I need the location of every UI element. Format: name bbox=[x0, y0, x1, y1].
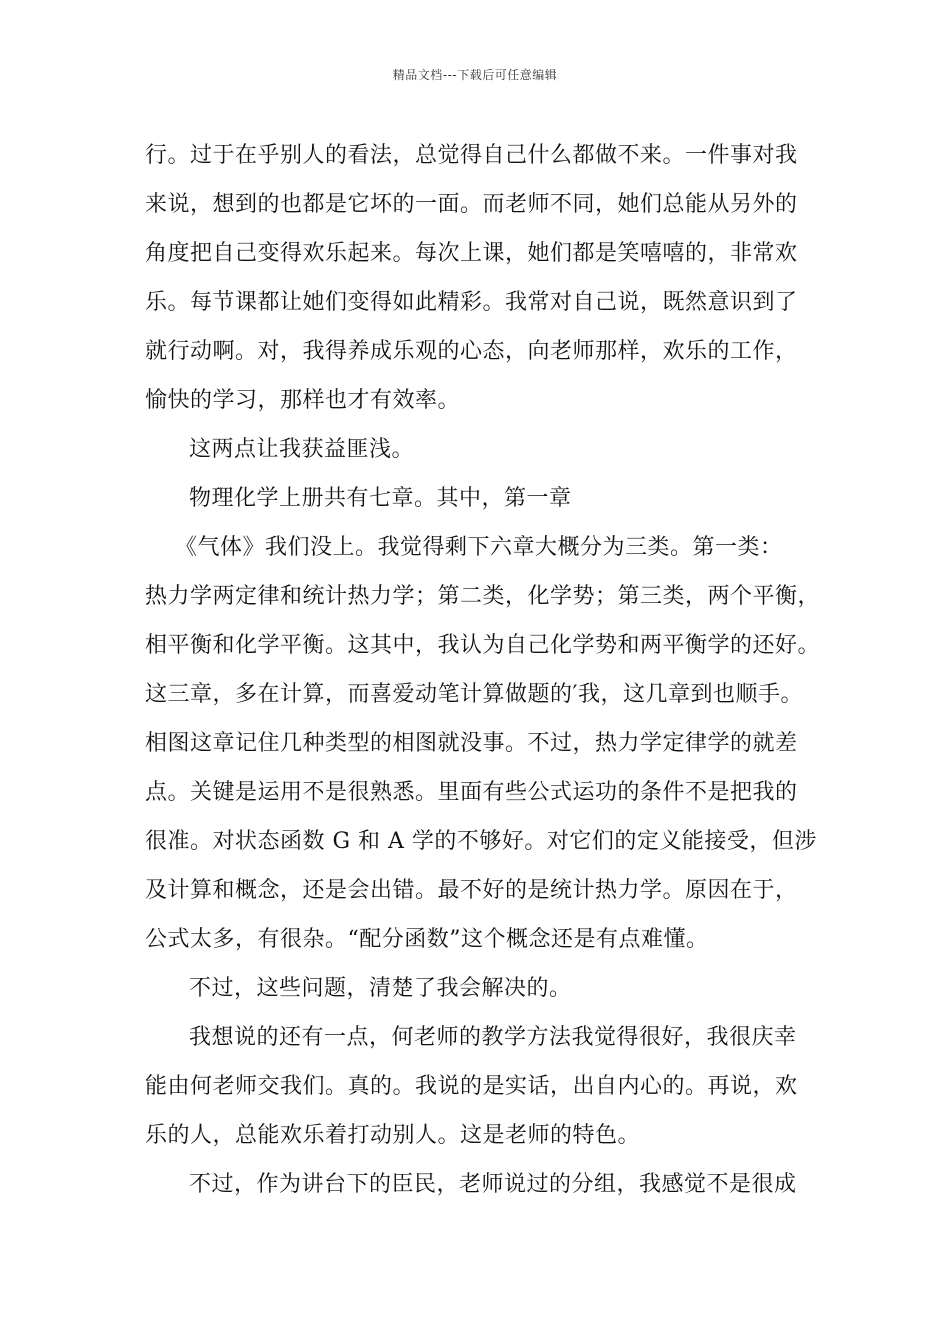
text-line: 公式太多，有很杂。“配分函数”这个概念还是有点难懂。 bbox=[145, 927, 709, 952]
text-line: 就行动啊。对，我得养成乐观的心态，向老师那样，欢乐的工作， bbox=[145, 339, 798, 364]
text-line: 不过，这些问题，清楚了我会解决的。 bbox=[189, 976, 572, 1001]
text-line: 热力学两定律和统计热力学；第二类，化学势；第三类，两个平衡， bbox=[145, 584, 821, 609]
text-line: 不过，作为讲台下的臣民，老师说过的分组，我感觉不是很成 bbox=[189, 1172, 797, 1197]
page-header: 精品文档---下载后可任意编辑 bbox=[392, 68, 558, 82]
text-line: 愉快的学习，那样也才有效率。 bbox=[145, 388, 461, 413]
text-line: 《气体》我们没上。我觉得剩下六章大概分为三类。第一类： bbox=[175, 535, 783, 560]
text-line: 点。关键是运用不是很熟悉。里面有些公式运功的条件不是把我的 bbox=[145, 780, 798, 805]
text-line: 这三章，多在计算，而喜爱动笔计算做题的′我，这几章到也顺手。 bbox=[145, 682, 803, 707]
text-line: 来说，想到的也都是它坏的一面。而老师不同，她们总能从另外的 bbox=[145, 192, 798, 217]
text-line: 乐。每节课都让她们变得如此精彩。我常对自己说，既然意识到了 bbox=[145, 290, 798, 315]
document-body bbox=[145, 131, 825, 1209]
text-line: 我想说的还有一点，何老师的教学方法我觉得很好，我很庆幸 bbox=[189, 1025, 797, 1050]
text-line: 及计算和概念，还是会出错。最不好的是统计热力学。原因在于， bbox=[145, 878, 798, 903]
text-line: 相图这章记住几种类型的相图就没事。不过，热力学定律学的就差 bbox=[145, 731, 798, 756]
text-line: 能由何老师交我们。真的。我说的是实话，出自内心的。再说，欢 bbox=[145, 1074, 798, 1099]
text-line: 很准。对状态函数 G 和 A 学的不够好。对它们的定义能接受，但涉 bbox=[145, 829, 817, 854]
text-line: 相平衡和化学平衡。这其中，我认为自己化学势和两平衡学的还好。 bbox=[145, 633, 821, 658]
text-line: 乐的人，总能欢乐着打动别人。这是老师的特色。 bbox=[145, 1123, 641, 1148]
text-line: 这两点让我获益匪浅。 bbox=[189, 437, 415, 462]
text-line: 角度把自己变得欢乐起来。每次上课，她们都是笑嘻嘻的，非常欢 bbox=[145, 241, 798, 266]
text-line: 行。过于在乎别人的看法，总觉得自己什么都做不来。一件事对我 bbox=[145, 143, 798, 168]
text-line: 物理化学上册共有七章。其中，第一章 bbox=[189, 486, 572, 511]
